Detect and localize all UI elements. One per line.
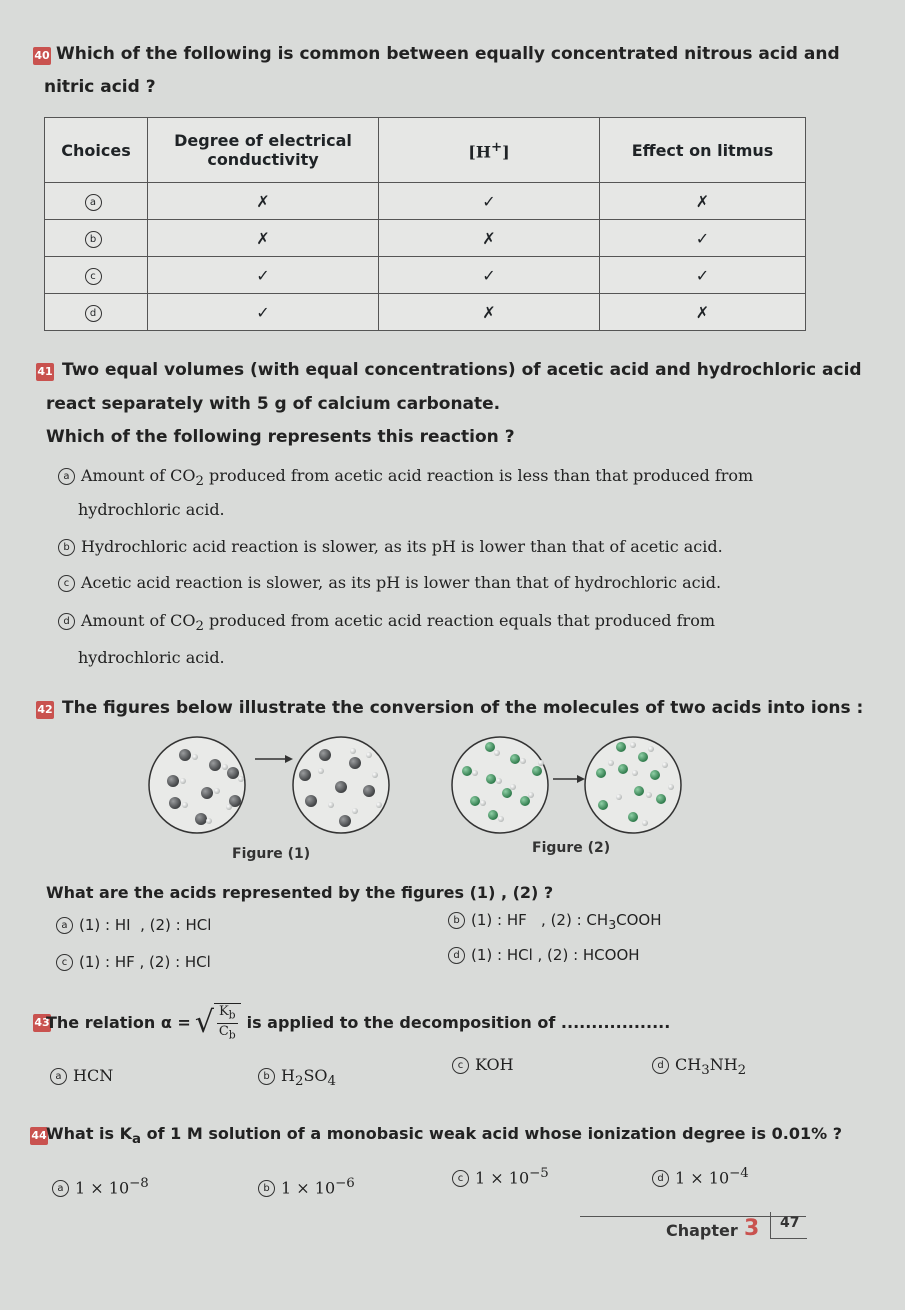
q44-option-d[interactable] (652, 1166, 749, 1187)
option-text: Amount of CO (81, 466, 196, 485)
table-row (45, 294, 806, 331)
cell-litmus: ✗ (600, 183, 806, 220)
fig1-molecules-circle (149, 737, 245, 833)
option-letter: d (448, 947, 465, 964)
q42-option-a[interactable] (56, 916, 211, 934)
option-text: KOH (475, 1055, 514, 1074)
option-text-post: COOH (616, 911, 662, 929)
header-choices: Choices (45, 118, 148, 183)
q42-option-c[interactable] (56, 953, 211, 971)
cell-conductivity: ✓ (148, 257, 379, 294)
fig2-ions-circle (585, 737, 681, 833)
q41-text-line2: react separately with 5 g of calcium carbonate. (46, 394, 501, 414)
arrow-icon (285, 755, 293, 763)
option-text: Amount of CO (81, 611, 196, 630)
fig2-molecules-circle (452, 737, 548, 833)
option-text: HCN (73, 1066, 114, 1085)
cell-litmus: ✗ (600, 294, 806, 331)
q42-option-b[interactable] (448, 911, 662, 932)
question-number-44: 44 (30, 1127, 48, 1145)
q44-option-c[interactable] (452, 1166, 549, 1187)
chapter-label: Chapter (666, 1221, 738, 1240)
q40-text-line1: Which of the following is common between equally concentrated nitrous acid and (56, 44, 840, 64)
option-letter: c (58, 575, 75, 592)
option-text-post: produced from acetic acid reaction equals that produced from (203, 611, 715, 630)
q40-text-line2: nitric acid ? (44, 77, 156, 97)
figure-2-caption: Figure (2) (532, 840, 611, 856)
cell-h-ion: ✓ (379, 257, 600, 294)
opt-mid: NH (709, 1055, 738, 1074)
q44-text-post: of 1 M solution of a monobasic weak acid whose ionization degree is 0.01% ? (141, 1124, 842, 1143)
question-number-41: 41 (36, 363, 54, 381)
opt-base: 1 × 10 (675, 1168, 730, 1188)
option-text: (1) : HF , (2) : CH (471, 911, 609, 929)
option-letter: b (258, 1068, 275, 1085)
opt-base: 1 × 10 (75, 1178, 130, 1198)
option-letter: a (56, 917, 73, 934)
q44-option-a[interactable] (52, 1176, 149, 1197)
q41-option-d-cont: hydrochloric acid. (78, 648, 225, 667)
option-letter: c (452, 1170, 469, 1187)
choice-letter: d (85, 305, 102, 322)
opt-exp: −4 (729, 1166, 749, 1181)
question-number-42: 42 (36, 701, 54, 719)
num-sub: b (228, 1008, 236, 1022)
q41-option-b[interactable] (58, 537, 723, 556)
q40-table (44, 117, 806, 331)
option-text-post: produced from acetic acid reaction is less than that produced from (203, 466, 754, 485)
fig1-ions-circle (293, 737, 389, 833)
option-text: (1) : HF , (2) : HCl (79, 953, 211, 971)
q43-option-b[interactable] (258, 1066, 336, 1089)
q42-option-d[interactable] (448, 946, 640, 964)
opt-exp: −6 (335, 1176, 355, 1191)
fraction-numerator (217, 1004, 238, 1024)
option-sub: 2 (195, 474, 204, 490)
q44-text-sub: a (132, 1132, 142, 1148)
option-letter: d (58, 613, 75, 630)
cell-conductivity: ✗ (148, 220, 379, 257)
opt-pre: CH (675, 1055, 702, 1074)
opt-sub1: 3 (701, 1063, 710, 1079)
option-letter: c (56, 954, 73, 971)
cell-conductivity: ✗ (148, 183, 379, 220)
option-letter: a (52, 1180, 69, 1197)
cell-h-ion: ✓ (379, 183, 600, 220)
choice-letter: c (85, 268, 102, 285)
den-sub: b (228, 1028, 236, 1042)
header-h-ion-main: [H (468, 142, 491, 162)
option-letter: a (50, 1068, 67, 1085)
question-number-43: 43 (33, 1014, 51, 1032)
choice-letter: b (85, 231, 102, 248)
table-row (45, 220, 806, 257)
opt-base: 1 × 10 (475, 1168, 530, 1188)
q44-option-b[interactable] (258, 1176, 355, 1197)
option-letter: d (652, 1170, 669, 1187)
page-number: 47 (780, 1215, 800, 1231)
q43-option-a[interactable] (50, 1066, 113, 1085)
table-row (45, 183, 806, 220)
option-sub: 2 (195, 619, 204, 635)
arrow-icon (577, 775, 585, 783)
question-number-40: 40 (33, 47, 51, 65)
opt-pre: H (281, 1066, 295, 1085)
q41-text-line1: Two equal volumes (with equal concentrations) of acetic acid and hydrochloric acid (62, 360, 862, 380)
option-letter: b (448, 912, 465, 929)
q41-option-d[interactable] (58, 611, 715, 634)
header-h-ion-close: ] (502, 142, 510, 162)
choice-letter: a (85, 194, 102, 211)
header-h-ion (379, 118, 600, 183)
header-h-ion-sup: + (490, 138, 503, 155)
fraction-denominator (219, 1024, 236, 1043)
option-letter: b (258, 1180, 275, 1197)
q43-text-post: is applied to the decomposition of .................. (246, 1013, 671, 1033)
q41-option-a[interactable] (58, 466, 753, 489)
cell-h-ion: ✗ (379, 220, 600, 257)
opt-exp: −5 (529, 1166, 549, 1181)
cell-conductivity: ✓ (148, 294, 379, 331)
q41-option-a-cont: hydrochloric acid. (78, 500, 225, 519)
opt-mid: SO (303, 1066, 328, 1085)
opt-sub2: 2 (737, 1063, 747, 1079)
den-c: C (218, 1023, 229, 1039)
option-text: (1) : HCl , (2) : HCOOH (471, 946, 640, 964)
q44-text-pre: What is K (46, 1124, 133, 1143)
opt-exp: −8 (129, 1176, 149, 1191)
option-letter: b (58, 539, 75, 556)
opt-sub1: 2 (294, 1074, 304, 1090)
header-conductivity (148, 118, 379, 183)
q43-option-c[interactable] (452, 1055, 514, 1074)
option-text: Hydrochloric acid reaction is slower, as its pH is lower than that of acetic acid. (81, 537, 723, 556)
header-litmus: Effect on litmus (600, 118, 806, 183)
q41-option-c[interactable] (58, 573, 721, 592)
num-k: K (218, 1004, 229, 1019)
option-text: Acetic acid reaction is slower, as its pH is lower than that of hydrochloric acid. (81, 573, 722, 592)
option-letter: a (58, 468, 75, 485)
q43-option-d[interactable] (652, 1055, 746, 1078)
figure-1-caption: Figure (1) (232, 846, 311, 862)
option-letter: c (452, 1057, 469, 1074)
cell-litmus: ✓ (600, 220, 806, 257)
opt-sub2: 4 (327, 1074, 336, 1090)
cell-litmus: ✓ (600, 257, 806, 294)
table-row (45, 257, 806, 294)
cell-h-ion: ✗ (379, 294, 600, 331)
option-sub: 3 (608, 917, 617, 932)
q43-text-pre: The relation α = (46, 1013, 191, 1033)
q44-text (46, 1124, 842, 1147)
sqrt-formula: √ $\frac{K_b}{C_b}$ (195, 1003, 241, 1042)
figures-diagram (145, 735, 705, 840)
chapter-number: 3 (744, 1216, 760, 1241)
option-letter: d (652, 1057, 669, 1074)
header-conductivity-line1: Degree of electrical (174, 131, 352, 150)
q42-text: The figures below illustrate the conversion of the molecules of two acids into ions : (62, 698, 864, 718)
option-text: (1) : HI , (2) : HCl (79, 916, 212, 934)
header-conductivity-line2: conductivity (207, 150, 319, 169)
opt-base: 1 × 10 (281, 1178, 336, 1198)
q42-question: What are the acids represented by the figures (1) , (2) ? (46, 883, 554, 902)
q41-text-line3: Which of the following represents this reaction ? (46, 427, 515, 447)
q43-text (46, 1003, 670, 1042)
